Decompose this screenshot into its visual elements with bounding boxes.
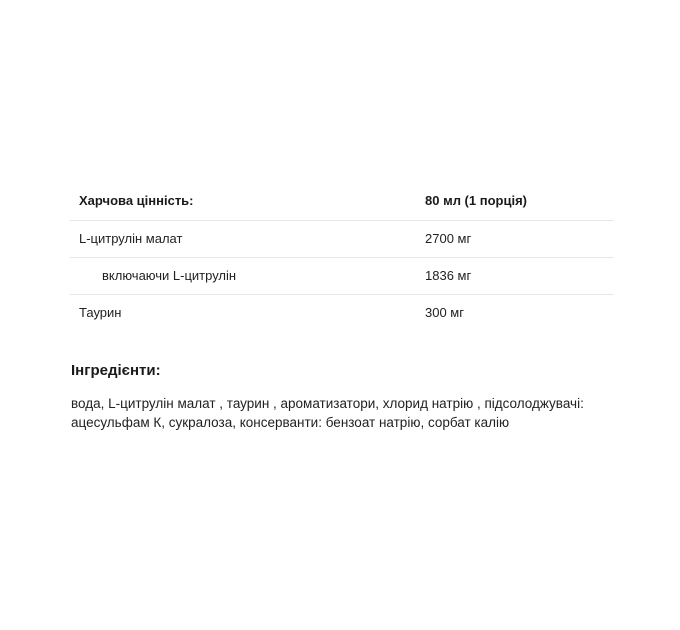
nutrition-header-label: Харчова цінність:: [70, 183, 425, 220]
ingredients-line-2: ацесульфам К, сукралоза, консерванти: бензоат натрію, сорбат калію: [71, 415, 510, 430]
ingredients-list: [71, 394, 611, 432]
nutrition-row-citrulline: [70, 257, 614, 294]
nutrition-facts-table: [70, 183, 614, 331]
nutrition-header-row: [70, 183, 614, 220]
nutrient-amount: 300 мг: [425, 304, 464, 320]
nutrient-name: L-цитрулін малат: [70, 220, 425, 257]
ingredients-line-1: вода, L-цитрулін малат , таурин , ароматизатори, хлорид натрію , підсолоджувачі:: [71, 396, 584, 411]
nutrition-row-citrulline-malate: [70, 220, 614, 257]
serving-size-label: 80 мл (1 порція): [425, 183, 614, 220]
nutrient-name: Таурин: [79, 304, 122, 320]
nutrition-row-taurine: [70, 294, 614, 331]
nutrient-name: включаючи L-цитрулін: [70, 257, 425, 294]
ingredients-heading: Інгредієнти:: [71, 362, 161, 379]
nutrient-amount: 2700 мг: [425, 220, 614, 257]
nutrient-amount: 1836 мг: [425, 257, 614, 294]
